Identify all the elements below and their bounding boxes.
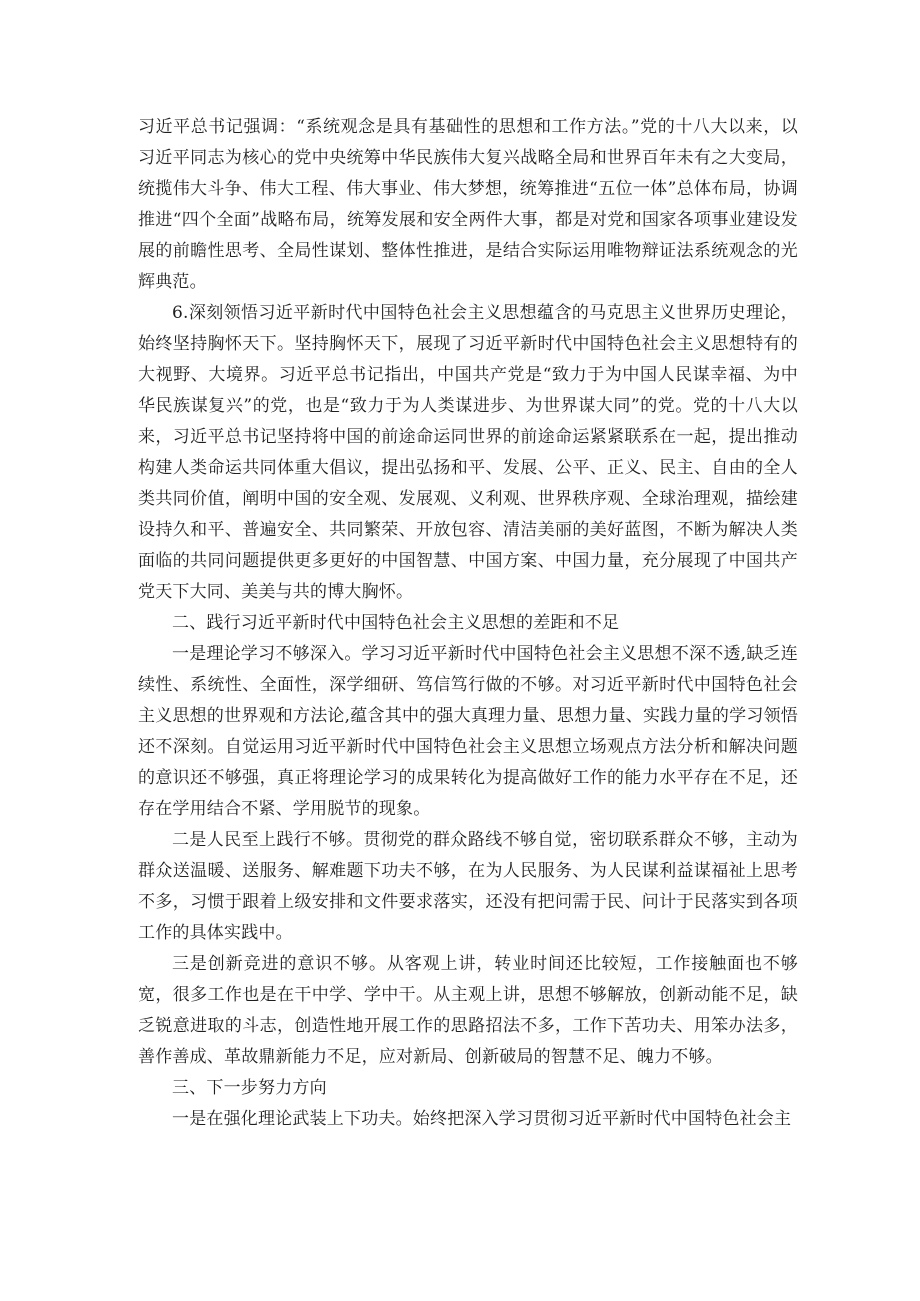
paragraph-innovation: 三是创新竞进的意识不够。从客观上讲，转业时间还比较短，工作接触面也不够宽，很多工作也是在干中学、学中干。从主观上讲，思想不够解放，创新动能不足，缺乏锐意进取的斗志，创造性地开展工作的思路招法不多，工作下苦功夫、用笨办法多，善作善成、革故鼎新能力不足，应对新局、创新破局的智慧不足、魄力不够。 bbox=[138, 954, 798, 1067]
paragraph-world-history-theory: 6.深刻领悟习近平新时代中国特色社会主义思想蕴含的马克思主义世界历史理论，始终坚持胸怀天下。坚持胸怀天下，展现了习近平新时代中国特色社会主义思想特有的大视野、大境界。习近平总书记指出，中国共产党是“致力于为中国人民谋幸福、为中华民族谋复兴”的党，也是“致力于为人类谋进步、为世界谋大同”的党。党的十八大以来，习近平总书记坚持将中国的前途命运同世界的前途命运紧紧联系在一起，提出推动构建人类命运共同体重大倡议，提出弘扬和平、发展、公平、正义、民主、自由的全人类共同价值，阐明中国的安全观、发展观、义利观、世界秩序观、全球治理观，描绘建设持久和平、普遍安全、共同繁荣、开放包容、清洁美丽的美好蓝图，不断为解决人类面临的共同问题提供更多更好的中国智慧、中国方案、中国力量，充分展现了中国共产党天下大同、美美与共的博大胸怀。 bbox=[138, 303, 798, 602]
section-heading-next-steps: 三、下一步努力方向 bbox=[172, 1078, 327, 1098]
document-page bbox=[138, 112, 798, 1135]
paragraph-theory-arming: 一是在强化理论武装上下功夫。始终把深入学习贯彻习近平新时代中国特色社会主 bbox=[172, 1109, 792, 1129]
section-heading-gaps: 二、践行习近平新时代中国特色社会主义思想的差距和不足 bbox=[172, 613, 620, 633]
paragraph-systems-thinking: 习近平总书记强调：“系统观念是具有基础性的思想和工作方法。”党的十八大以来，以习近平同志为核心的党中央统筹中华民族伟大复兴战略全局和世界百年未有之大变局，统揽伟大斗争、伟大工程、伟大事业、伟大梦想，统筹推进“五位一体”总体布局，协调推进“四个全面”战略布局，统筹发展和安全两件大事，都是对党和国家各项事业建设发展的前瞻性思考、全局性谋划、整体性推进，是结合实际运用唯物辩证法系统观念的光辉典范。 bbox=[138, 117, 798, 292]
paragraph-theory-study: 一是理论学习不够深入。学习习近平新时代中国特色社会主义思想不深不透,缺乏连续性、系统性、全面性，深学细研、笃信笃行做的不够。对习近平新时代中国特色社会主义思想的世界观和方法论,蕴含其中的强大真理力量、思想力量、实践力量的学习领悟还不深刻。自觉运用习近平新时代中国特色社会主义思想立场观点方法分析和解决问题的意识还不够强，真正将理论学习的成果转化为提高做好工作的能力水平存在不足，还存在学用结合不紧、学用脱节的现象。 bbox=[138, 644, 798, 819]
paragraph-people-first: 二是人民至上践行不够。贯彻党的群众路线不够自觉，密切联系群众不够，主动为群众送温暖、送服务、解难题下功夫不够，在为人民服务、为人民谋利益谋福祉上思考不多，习惯于跟着上级安排和文件要求落实，还没有把问需于民、问计于民落实到各项工作的具体实践中。 bbox=[138, 830, 798, 943]
